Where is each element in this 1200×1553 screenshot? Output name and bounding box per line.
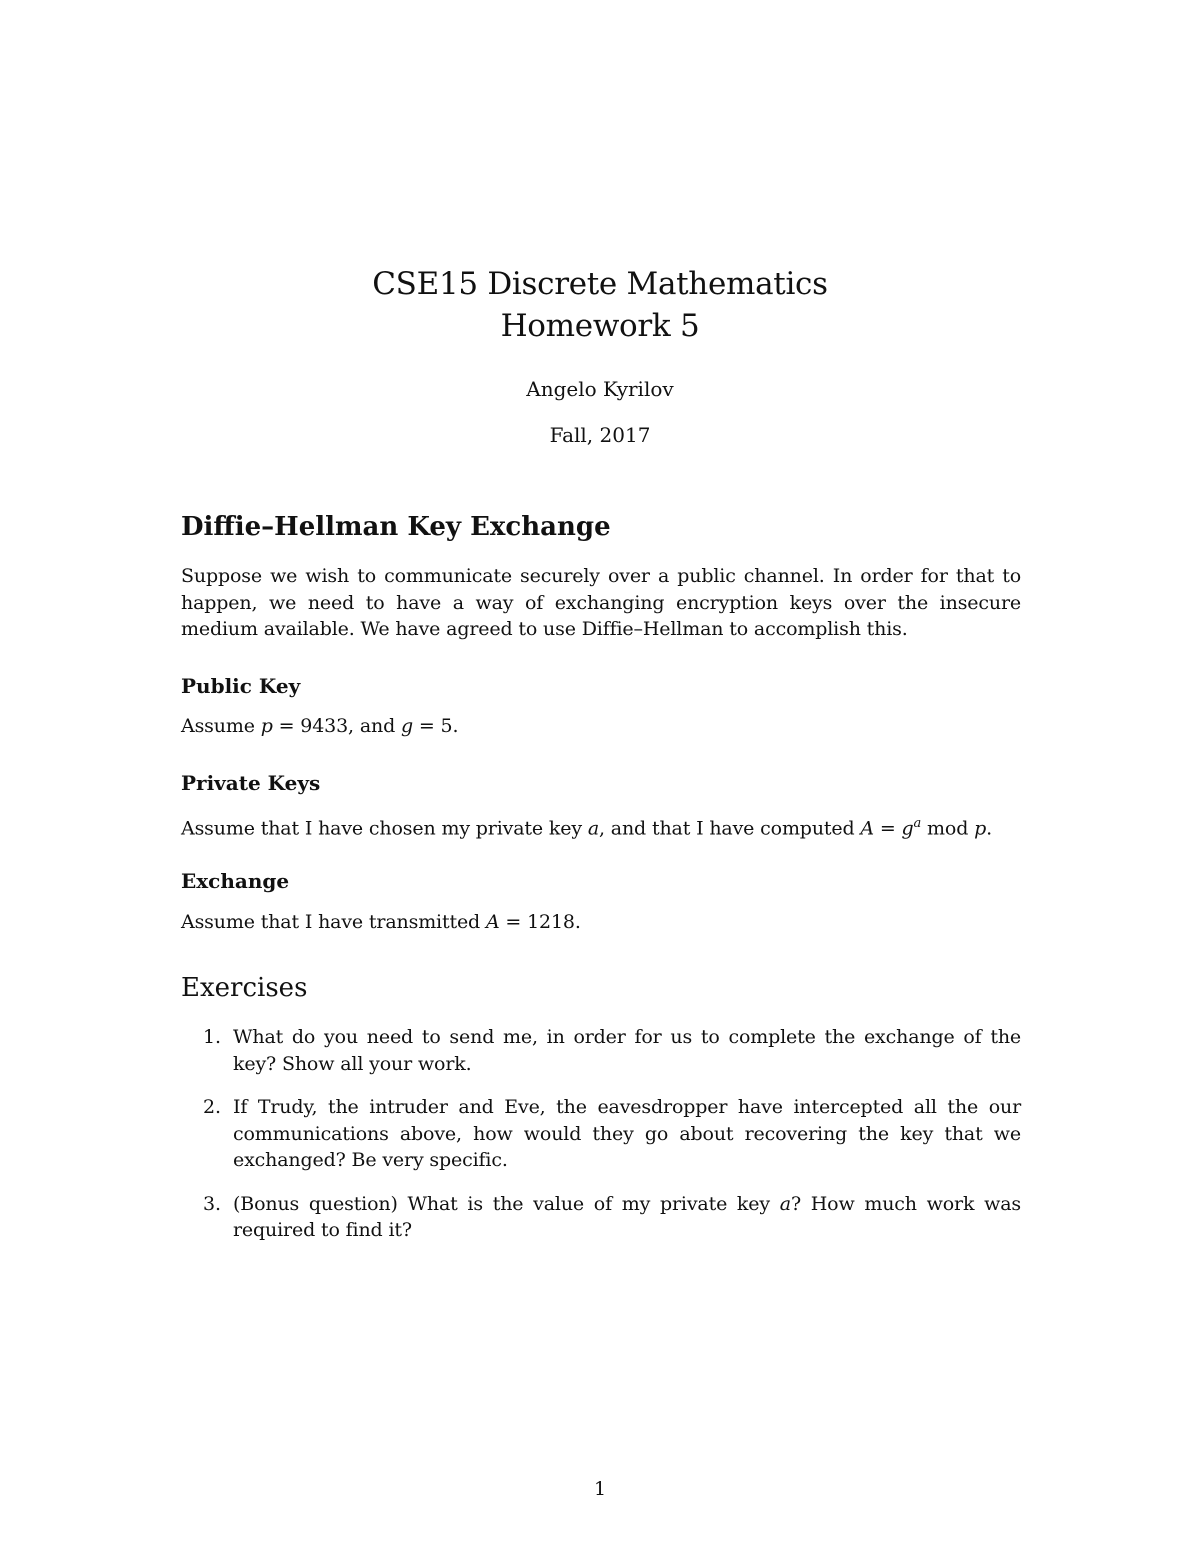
exercise-item xyxy=(181,1094,1021,1174)
public-key-paragraph-block xyxy=(181,713,1021,740)
exercise-number: 2. xyxy=(203,1096,221,1118)
math-var: A xyxy=(860,817,874,840)
author-block xyxy=(0,377,1200,401)
exercise-item xyxy=(181,1024,1021,1077)
public-key-paragraph xyxy=(181,713,1021,740)
subsection-heading: Exchange xyxy=(181,869,290,893)
subsection-heading: Public Key xyxy=(181,674,301,698)
section-exercises xyxy=(181,971,1021,1005)
text: = xyxy=(873,817,902,840)
text: = 1218. xyxy=(499,911,581,933)
subsection-private-keys xyxy=(181,769,1021,797)
document-date: Fall, 2017 xyxy=(549,423,651,447)
math-var: a xyxy=(587,817,600,840)
math-exponent: a xyxy=(913,816,922,831)
exercise-text: ? How much work was required to find it? xyxy=(233,1192,1021,1241)
private-keys-paragraph xyxy=(181,811,1021,842)
section-heading: Exercises xyxy=(181,973,308,1003)
exercise-text: (Bonus question) What is the value of my private key xyxy=(233,1192,780,1215)
intro-paragraph: Suppose we wish to communicate securely over a public channel. In order for that to happen, we need to have a way of exchanging encryption keys over the insecure medium available. We have agreed to use Diffie–Hellman to accomplish this. xyxy=(181,565,1021,640)
math-var: A xyxy=(485,911,500,933)
exercise-item xyxy=(181,1191,1021,1244)
intro-paragraph-block xyxy=(181,563,1021,643)
private-keys-paragraph-block xyxy=(181,811,1021,842)
text: Assume xyxy=(181,715,261,737)
math-var: g xyxy=(901,817,914,840)
section-diffie-hellman xyxy=(181,510,1021,544)
text: Assume that I have transmitted xyxy=(181,911,486,933)
subsection-public-key xyxy=(181,672,1021,700)
text: = 9433, and xyxy=(272,715,401,737)
text: = 5. xyxy=(413,715,459,737)
text: Assume that I have chosen my private key xyxy=(181,817,588,840)
date-block xyxy=(0,423,1200,447)
exercise-list xyxy=(181,1024,1021,1244)
exercise-number: 3. xyxy=(203,1192,221,1215)
exercise-list-block xyxy=(181,1024,1021,1261)
text: , and that I have computed xyxy=(599,817,861,840)
math-var: a xyxy=(779,1192,791,1215)
text: mod xyxy=(921,817,975,840)
title-block xyxy=(0,263,1200,347)
exchange-paragraph xyxy=(181,909,1021,936)
math-var: g xyxy=(400,715,413,737)
exchange-paragraph-block xyxy=(181,909,1021,936)
exercise-number: 1. xyxy=(203,1026,221,1048)
subsection-heading: Private Keys xyxy=(181,771,321,795)
exercise-text: What do you need to send me, in order for us to complete the exchange of the key? Show all your work. xyxy=(233,1026,1021,1075)
section-heading: Diffie–Hellman Key Exchange xyxy=(181,512,611,542)
math-var: p xyxy=(974,817,987,840)
subsection-exchange xyxy=(181,867,1021,895)
text: . xyxy=(986,817,993,840)
document-subtitle: Homework 5 xyxy=(500,308,700,344)
math-var: p xyxy=(260,715,273,737)
author-name: Angelo Kyrilov xyxy=(526,377,674,401)
exercise-text: If Trudy, the intruder and Eve, the eavesdropper have intercepted all the our communications above, how would they go about recovering the key that we exchanged? Be very specific. xyxy=(233,1096,1021,1171)
document-title: CSE15 Discrete Mathematics xyxy=(372,266,828,302)
page-number: 1 xyxy=(593,1478,607,1500)
